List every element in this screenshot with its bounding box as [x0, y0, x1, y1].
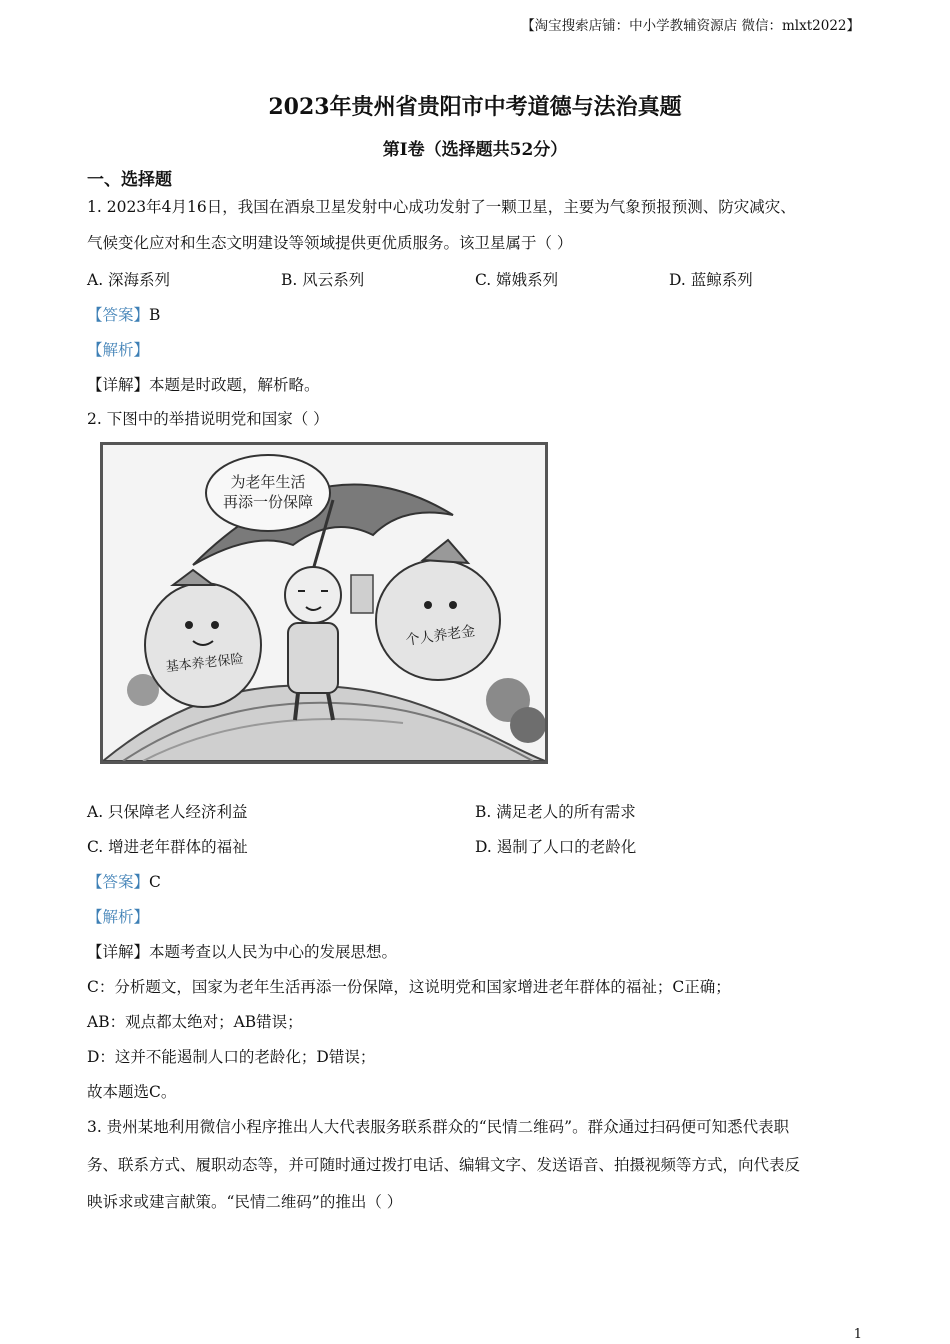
q2-answer [87, 870, 161, 892]
header-note: 【淘宝搜索店铺：中小学教辅资源店 微信：mlxt2022】 [521, 18, 860, 34]
bubble-text-line2: 再添一份保障 [222, 493, 314, 511]
q2-option-d: D. 遏制了人口的老龄化 [475, 838, 637, 856]
q1-option-c: C. 嫦娥系列 [475, 271, 559, 289]
q2-explain-d: D：这并不能遏制人口的老龄化；D错误； [87, 1048, 376, 1066]
section-heading: 一、选择题 [87, 170, 172, 190]
q2-conclusion: 故本题选C。 [87, 1083, 177, 1101]
q1-option-d: D. 蓝鲸系列 [669, 271, 753, 289]
q1-answer-tag: 【答案】 [87, 306, 150, 324]
q2-answer-tag: 【答案】 [87, 873, 150, 891]
q1-answer-value: B [149, 306, 161, 324]
volume-subtitle: 第Ⅰ卷（选择题共52分） [382, 140, 568, 160]
q2-explain-ab: AB：观点都太绝对；AB错误； [87, 1013, 303, 1031]
q1-option-a: A. 深海系列 [87, 271, 171, 289]
q3-stem-line3: 映诉求或建言献策。“民情二维码”的推出（ ） [87, 1193, 403, 1211]
q3-stem-line1: 3. 贵州某地利用微信小程序推出人大代表服务联系群众的“民情二维码”。群众通过扫码便可知悉代表职 [87, 1118, 790, 1136]
bubble-text-line1: 为老年生活 [230, 473, 306, 491]
q2-option-c: C. 增进老年群体的福祉 [87, 838, 248, 856]
left-bag-label: 基本养老保险 [165, 651, 245, 676]
q2-detail: 【详解】本题考查以人民为中心的发展思想。 [87, 943, 398, 961]
q2-option-a: A. 只保障老人经济利益 [87, 803, 248, 821]
page-title: 2023年贵州省贵阳市中考道德与法治真题 [268, 94, 682, 120]
q2-stem: 2. 下图中的举措说明党和国家（ ） [87, 410, 329, 428]
q1-detail: 【详解】本题是时政题，解析略。 [87, 376, 320, 394]
q1-analysis-tag: 【解析】 [87, 341, 150, 359]
q3-stem-line2: 务、联系方式、履职动态等，并可随时通过拨打电话、编辑文字、发送语音、拍摄视频等方式，向代表反 [87, 1156, 801, 1174]
q2-answer-value: C [149, 873, 161, 891]
q1-stem-line1: 1. 2023年4月16日，我国在酒泉卫星发射中心成功发射了一颗卫星，主要为气象预报预测、防灾减灾、 [87, 198, 796, 216]
right-bag-label: 个人养老金 [404, 623, 477, 649]
cartoon-illustration [103, 445, 545, 761]
q2-cartoon-figure [100, 442, 548, 764]
q1-answer [87, 303, 160, 325]
q2-analysis-tag: 【解析】 [87, 908, 150, 926]
page-number: 1 [853, 1327, 862, 1342]
q2-option-b: B. 满足老人的所有需求 [475, 803, 636, 821]
q1-stem-line2: 气候变化应对和生态文明建设等领域提供更优质服务。该卫星属于（ ） [87, 234, 573, 252]
q1-option-b: B. 风云系列 [281, 271, 365, 289]
q2-explain-c: C：分析题文，国家为老年生活再添一份保障，这说明党和国家增进老年群体的福祉；C正确； [87, 978, 731, 996]
